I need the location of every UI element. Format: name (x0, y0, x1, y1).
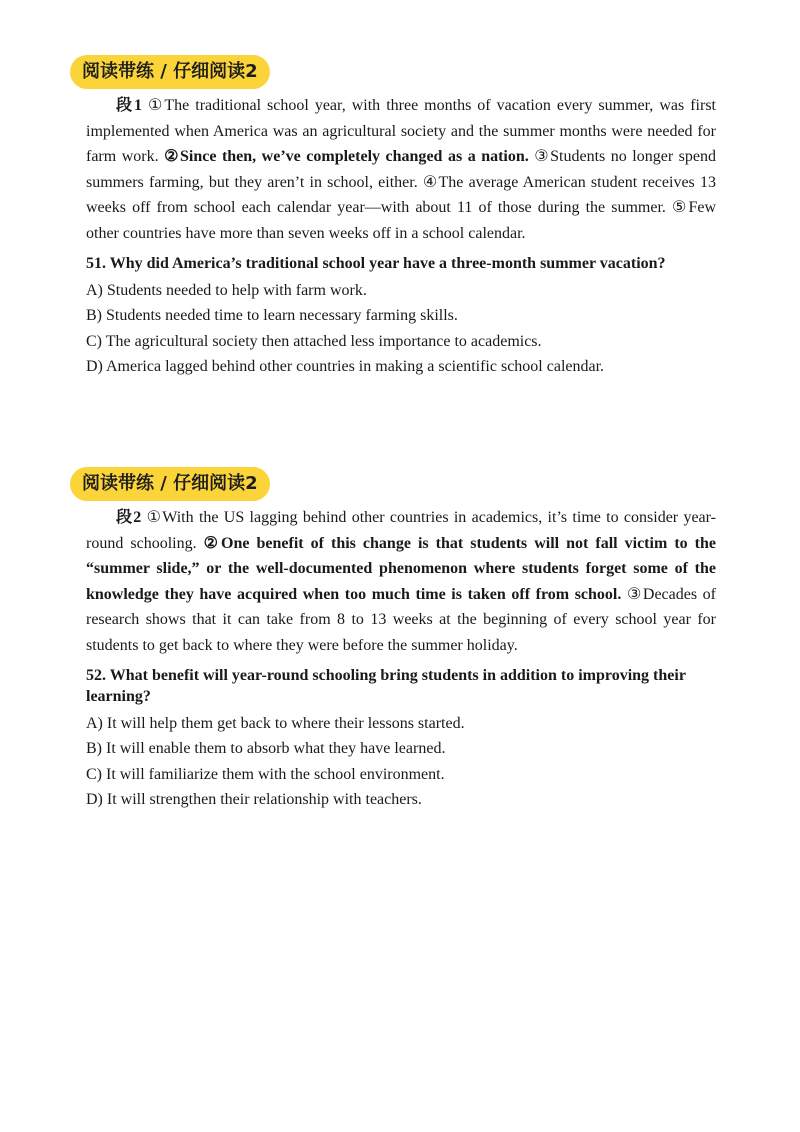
passage-sentence: ③Decades of research shows that it can take from 8 to 13 weeks at the beginning of every school year for students to get back to where they were before the summer holiday. (86, 585, 717, 654)
question-text: 51. Why did America’s traditional school year have a three-month summer vacation? (86, 254, 666, 272)
section-badge: 阅读带练 / 仔细阅读2 (70, 55, 270, 89)
answer-options (86, 711, 716, 813)
paragraph-label: 段2 (116, 509, 142, 526)
answer-options (86, 278, 716, 380)
answer-option[interactable]: A) Students needed to help with farm work. (86, 281, 367, 299)
passage-sentence: ③Students no longer spend summers farming, but they aren’t in school, either. ④The average American student receives 13 weeks off from school each calendar year—with about 11 of those during the summer. ⑤Few other countries have more than seven weeks off in a school calendar. (86, 148, 717, 242)
passage-sentence: ①With the US lagging behind other countries in academics, it’s time to consider year-round schooling. (86, 509, 716, 552)
answer-option[interactable]: A) It will help them get back to where their lessons started. (86, 714, 465, 732)
passage-sentence: ①The traditional school year, with three months of vacation every summer, was first implemented when America was an agricultural society and the summer months were needed for farm work. (86, 97, 716, 166)
question-text: 52. What benefit will year-round schooling bring students in addition to improving their learning? (86, 666, 686, 705)
answer-option[interactable]: C) The agricultural society then attached less importance to academics. (86, 332, 542, 350)
answer-option[interactable]: C) It will familiarize them with the school environment. (86, 765, 445, 783)
section-badge: 阅读带练 / 仔细阅读2 (70, 467, 270, 501)
paragraph-label: 段1 (116, 97, 143, 114)
answer-option[interactable]: D) America lagged behind other countries in making a scientific school calendar. (86, 358, 605, 376)
passage-paragraph (86, 93, 716, 247)
answer-option[interactable]: B) It will enable them to absorb what they have learned. (86, 740, 446, 758)
passage-sentence-bold: ②One benefit of this change is that students will not fall victim to the “summer slide,” or the well-documented phenomenon where students forget some of the knowledge they have acquired when too much time is taken off from school. (86, 534, 717, 603)
answer-option[interactable]: B) Students needed time to learn necessary farming skills. (86, 307, 458, 325)
section-body (86, 93, 716, 380)
passage-paragraph (86, 505, 716, 659)
passage-sentence-bold: ②Since then, we’ve completely changed as a nation. (164, 148, 529, 166)
answer-option[interactable]: D) It will strengthen their relationship with teachers. (86, 791, 422, 809)
section-body (86, 505, 716, 813)
